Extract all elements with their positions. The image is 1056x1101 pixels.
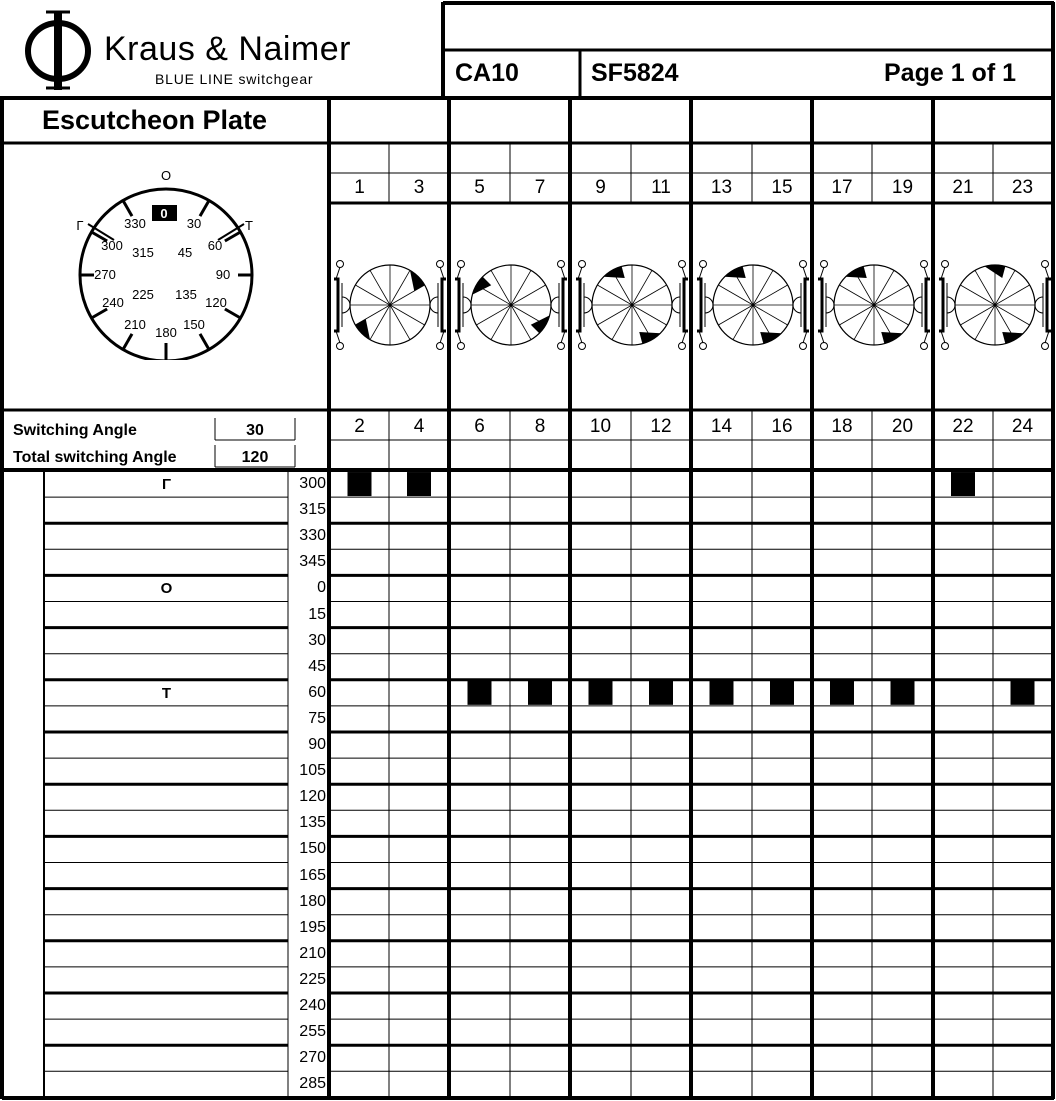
contact-closed-mark bbox=[468, 681, 492, 705]
total-switching-angle-label: Total switching Angle bbox=[13, 449, 177, 466]
position-angle: 180 bbox=[299, 892, 326, 910]
dial-label-180: 180 bbox=[155, 325, 177, 340]
contact-closed-mark bbox=[589, 681, 613, 705]
contact-closed-mark bbox=[891, 681, 915, 705]
dial-label-240: 240 bbox=[102, 295, 124, 310]
dial-label-315: 315 bbox=[132, 245, 154, 260]
position-angle: 120 bbox=[299, 788, 326, 806]
terminal-number: 18 bbox=[831, 416, 853, 437]
brand-tagline: BLUE LINE switchgear bbox=[155, 71, 314, 87]
terminal-number: 1 bbox=[354, 177, 365, 198]
position-label: Γ bbox=[161, 476, 172, 493]
terminal-number: 20 bbox=[891, 416, 914, 437]
terminal-number: 2 bbox=[354, 416, 365, 437]
dial-label-135: 135 bbox=[175, 287, 197, 302]
dial-label-300: 300 bbox=[101, 238, 123, 253]
contact-closed-mark bbox=[528, 681, 552, 705]
position-angle: 315 bbox=[299, 501, 326, 519]
contact-closed-mark bbox=[407, 472, 431, 496]
dial-label-45: 45 bbox=[177, 245, 193, 260]
terminal-number: 3 bbox=[413, 177, 425, 198]
contact-closed-mark bbox=[830, 681, 854, 705]
contact-closed-mark bbox=[649, 681, 673, 705]
dial-label-30: 30 bbox=[186, 216, 202, 231]
contact-closed-mark bbox=[951, 472, 975, 496]
terminal-number: 15 bbox=[771, 177, 793, 198]
dial-label-150: 150 bbox=[183, 317, 205, 332]
position-angle: 165 bbox=[299, 866, 326, 884]
switching-angle-value: 30 bbox=[246, 422, 264, 439]
position-angle: 330 bbox=[299, 527, 326, 545]
terminal-number: 7 bbox=[534, 177, 546, 198]
position-angle: 105 bbox=[299, 762, 326, 780]
terminal-number: 21 bbox=[952, 177, 974, 198]
position-angle: 135 bbox=[299, 814, 326, 832]
position-angle: 225 bbox=[299, 970, 326, 988]
dial-label-90: 90 bbox=[215, 267, 231, 282]
dial-label-210: 210 bbox=[124, 317, 146, 332]
dial-label-0: 0 bbox=[160, 206, 168, 221]
contact-closed-mark bbox=[1011, 681, 1035, 705]
terminal-number: 8 bbox=[534, 416, 546, 437]
dial-label-120: 120 bbox=[205, 295, 227, 310]
terminal-number: 12 bbox=[650, 416, 672, 437]
dial-label-330: 330 bbox=[124, 216, 146, 231]
terminal-number: 6 bbox=[474, 416, 485, 437]
escutcheon-title: Escutcheon Plate bbox=[42, 105, 268, 135]
program-code: SF5824 bbox=[591, 59, 679, 87]
terminal-number: 22 bbox=[952, 416, 974, 437]
position-angle: 345 bbox=[299, 553, 326, 571]
series-code: CA10 bbox=[455, 59, 519, 87]
page-indicator: Page 1 of 1 bbox=[884, 59, 1016, 87]
terminal-number: 16 bbox=[771, 416, 793, 437]
position-angle: 300 bbox=[299, 475, 326, 492]
terminal-number: 9 bbox=[595, 177, 606, 198]
terminal-number: 10 bbox=[589, 416, 612, 437]
dial-label-60: 60 bbox=[207, 238, 223, 253]
terminal-number: 17 bbox=[831, 177, 853, 198]
position-angle: 210 bbox=[299, 944, 326, 962]
terminal-number: 14 bbox=[710, 416, 733, 437]
position-angle: 150 bbox=[299, 840, 326, 858]
terminal-number: 11 bbox=[651, 177, 671, 198]
position-angle: 285 bbox=[299, 1075, 326, 1093]
terminal-number: 5 bbox=[474, 177, 485, 198]
switching-angle-label: Switching Angle bbox=[13, 422, 137, 439]
contact-closed-mark bbox=[348, 472, 372, 496]
position-label: O bbox=[160, 580, 173, 598]
terminal-number: 4 bbox=[413, 416, 425, 437]
position-angle: 255 bbox=[299, 1023, 326, 1041]
contact-closed-mark bbox=[710, 681, 734, 705]
position-angle: 45 bbox=[308, 657, 326, 675]
dial-label-225: 225 bbox=[132, 287, 154, 302]
terminal-number: 19 bbox=[891, 177, 914, 198]
position-angle: 0 bbox=[317, 579, 326, 597]
dial-label-gamma: Γ bbox=[76, 218, 84, 233]
dial-label-t: T bbox=[245, 218, 253, 233]
dial-label-o: O bbox=[160, 168, 172, 183]
position-angle: 15 bbox=[308, 605, 326, 623]
position-angle: 60 bbox=[308, 683, 326, 701]
position-label: T bbox=[161, 684, 172, 702]
dial-label-270: 270 bbox=[94, 267, 116, 282]
position-angle: 270 bbox=[299, 1049, 326, 1067]
brand-name: Kraus & Naimer bbox=[104, 30, 351, 68]
position-angle: 75 bbox=[308, 709, 326, 727]
terminal-number: 24 bbox=[1011, 416, 1034, 437]
position-angle: 30 bbox=[308, 631, 326, 649]
terminal-number: 13 bbox=[710, 177, 733, 198]
terminal-number: 23 bbox=[1011, 177, 1034, 198]
contact-closed-mark bbox=[770, 681, 794, 705]
position-angle: 240 bbox=[299, 997, 326, 1014]
position-angle: 90 bbox=[308, 736, 326, 753]
position-angle: 195 bbox=[299, 918, 326, 936]
total-switching-angle-value: 120 bbox=[241, 449, 269, 466]
